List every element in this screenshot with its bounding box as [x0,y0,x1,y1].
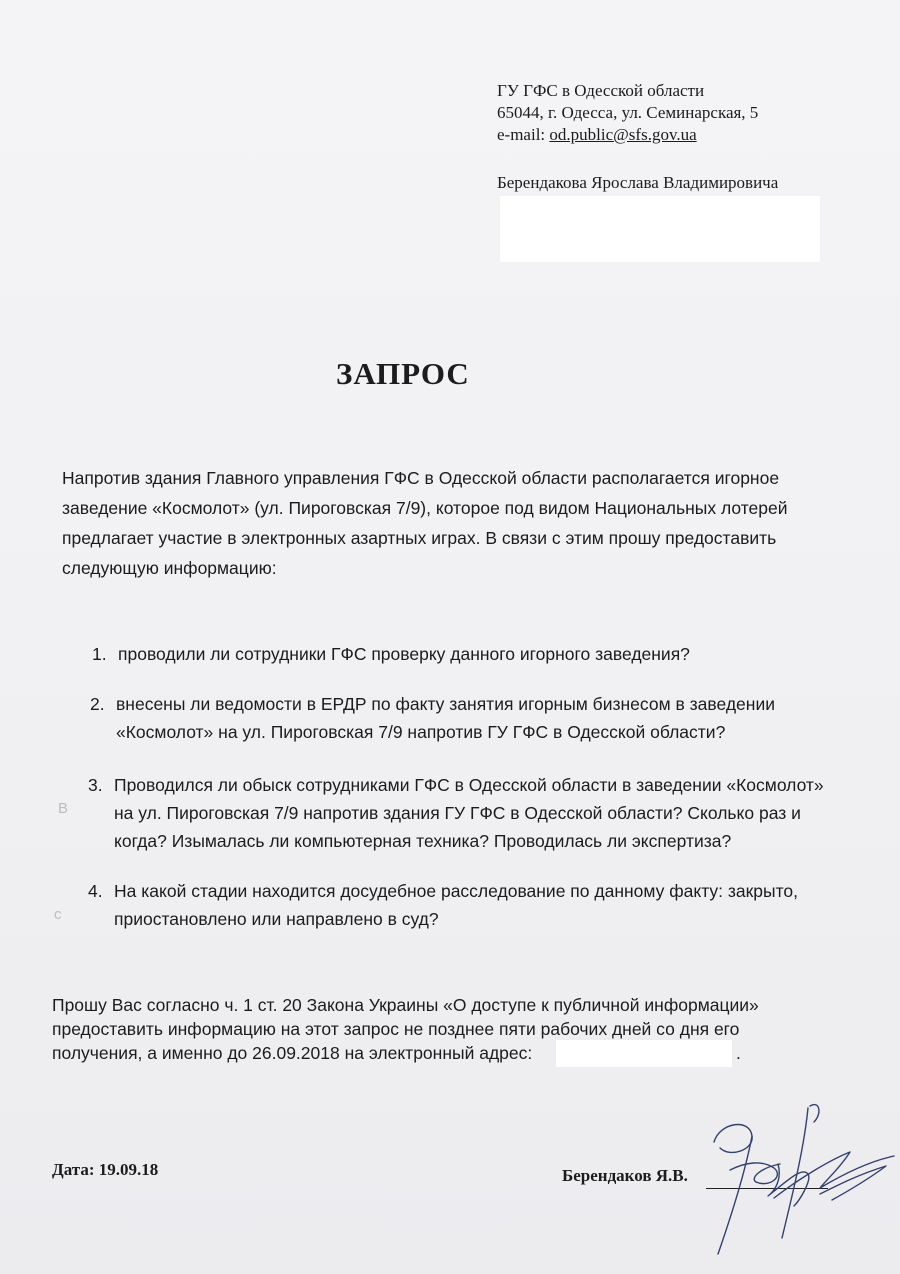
redacted-reply-email [556,1040,732,1067]
intro-line: заведение «Космолот» (ул. Пироговская 7/9), которое под видом Национальных лотерей [62,498,788,518]
addressee-email-row [497,124,758,146]
bleed-through-mark: с [54,906,62,923]
addressee-block [497,80,758,146]
bleed-through-mark: В [58,800,69,817]
question-number: 1. [92,644,107,664]
closing-line: Прошу Вас согласно ч. 1 ст. 20 Закона Украины «О доступе к публичной информации» [52,995,759,1015]
addressee-address: 65044, г. Одесса, ул. Семинарская, 5 [497,103,759,122]
intro-paragraph [62,463,852,583]
addressee-org: ГУ ГФС в Одесской области [497,81,705,100]
closing-period: . [736,1043,741,1063]
question-text: проводили ли сотрудники ГФС проверку данного игорного заведения? [118,644,690,664]
handwritten-signature [690,1078,900,1268]
closing-line: получения, а именно до 26.09.2018 на электронный адрес: [52,1043,533,1063]
intro-line: следующую информацию: [62,558,277,578]
redacted-sender-address [500,196,820,262]
question-text: внесены ли ведомости в ЕРДР по факту занятия игорным бизнесом в заведении «Космолот» на ул. Пироговская 7/9 напротив ГУ ГФС в Одесской области? [116,694,776,742]
question-number: 3. [88,775,103,795]
signer-name: Берендаков Я.В. [562,1166,688,1185]
question-number: 2. [90,694,105,714]
intro-line: предлагает участие в электронных азартных играх. В связи с этим прошу предоставить [62,528,777,548]
intro-line: Напротив здания Главного управления ГФС в Одесской области располагается игорное [62,468,780,488]
document-title: ЗАПРОС [336,356,470,391]
question-text: Проводился ли обыск сотрудниками ГФС в Одесской области в заведении «Космолот» на ул. Пироговская 7/9 напротив здания ГУ ГФС в Одесской области? Сколько раз и когда? Изымалась ли компьютерная техника? Проводилась ли экспертиза? [114,775,824,851]
email-link[interactable]: od.public@sfs.gov.ua [549,125,697,144]
sender-block [497,172,778,194]
question-text: На какой стадии находится досудебное расследование по данному факту: закрыто, приостановлено или направлено в суд? [114,881,799,929]
email-label: e-mail: [497,125,550,144]
question-number: 4. [88,881,103,901]
document-date: Дата: 19.09.18 [52,1160,159,1179]
closing-line: предоставить информацию на этот запрос не позднее пяти рабочих дней со дня его [52,1019,740,1039]
sender-name: Берендакова Ярослава Владимировича [497,173,779,192]
